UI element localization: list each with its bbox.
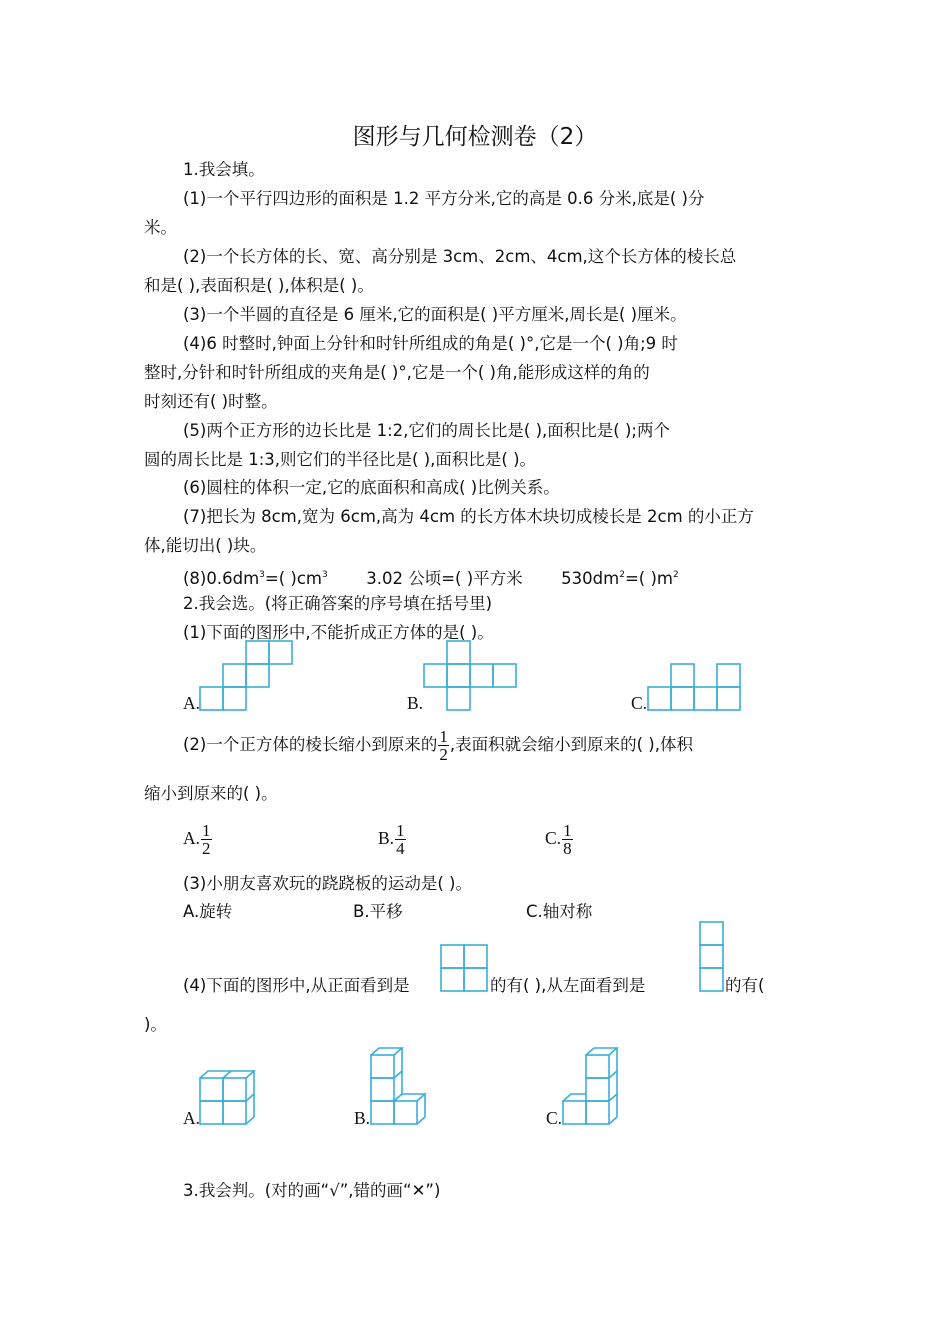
- q2-3-option-c: C.轴对称: [526, 902, 593, 921]
- q2-1-text: (1)下面的图形中,不能折成正方体的是( )。: [183, 623, 494, 642]
- numerator: 1: [439, 727, 448, 746]
- q2-4-option-b: B.: [354, 1108, 371, 1128]
- superscript: 3: [322, 570, 328, 580]
- cube-net-b-figure: [424, 641, 516, 710]
- cube-net-c-figure: [648, 664, 740, 710]
- front-view-2x2-icon: [441, 945, 487, 991]
- q1-8-part3: 3.02 公顷=( )平方米: [366, 569, 523, 588]
- solid-figure-b: [371, 1048, 425, 1124]
- q1-8-part1: (8)0.6dm: [183, 569, 260, 588]
- page-title: 图形与几何检测卷（2）: [352, 124, 598, 150]
- option-fraction: [395, 822, 406, 857]
- q2-2-option-a: [183, 822, 213, 857]
- denominator: 2: [439, 745, 448, 764]
- q2-2-option-c: [545, 822, 574, 857]
- q2-2-line1: [183, 728, 693, 763]
- option-label: A.: [183, 828, 201, 848]
- q2-4-part2: 的有( ),从左面看到是: [490, 976, 646, 995]
- denominator: 4: [396, 839, 405, 858]
- q2-3-text: (3)小朋友喜欢玩的跷跷板的运动是( )。: [183, 874, 472, 893]
- solid-figure-c: [563, 1048, 617, 1124]
- fraction-one-half: [438, 728, 449, 763]
- section3-heading: 3.我会判。(对的画“√”,错的画“✕”): [183, 1181, 441, 1200]
- q2-1-option-b: B.: [407, 693, 424, 713]
- q2-2-line2: 缩小到原来的( )。: [144, 784, 278, 803]
- q1-2-line2: 和是( ),表面积是( ),体积是( )。: [144, 276, 374, 295]
- q2-4-part3: 的有(: [725, 976, 765, 995]
- q2-3-option-a: A.旋转: [183, 902, 233, 921]
- q2-3-option-b: B.平移: [353, 902, 403, 921]
- denominator: 8: [563, 839, 572, 858]
- q2-1-option-c: C.: [631, 693, 648, 713]
- q1-4-line1: (4)6 时整时,钟面上分针和时针所组成的角是( )°,它是一个( )角;9 时: [183, 334, 678, 353]
- q1-2-line1: (2)一个长方体的长、宽、高分别是 3cm、2cm、4cm,这个长方体的棱长总: [183, 247, 737, 266]
- numerator: 1: [563, 821, 572, 840]
- q1-6-line1: (6)圆柱的体积一定,它的底面积和高成( )比例关系。: [183, 478, 560, 497]
- q1-5-line1: (5)两个正方形的边长比是 1:2,它们的周长比是( ),面积比是( );两个: [183, 421, 670, 440]
- q2-4-option-a: A.: [183, 1108, 201, 1128]
- q1-8-part4: 530dm: [561, 569, 620, 588]
- q1-4-line2: 整时,分针和时针所组成的夹角是( )°,它是一个( )角,能形成这样的角的: [144, 363, 650, 382]
- q1-3-line1: (3)一个半圆的直径是 6 厘米,它的面积是( )平方厘米,周长是( )厘米。: [183, 305, 687, 324]
- q1-1-line1: (1)一个平行四边形的面积是 1.2 平方分米,它的高是 0.6 分米,底是( )分: [183, 189, 705, 208]
- option-fraction: [201, 822, 212, 857]
- q1-5-line2: 圆的周长比是 1:3,则它们的半径比是( ),面积比是( )。: [144, 450, 537, 469]
- section2-heading: 2.我会选。(将正确答案的序号填在括号里): [183, 594, 493, 613]
- section1-heading: 1.我会填。: [183, 160, 265, 179]
- q2-4-line2: )。: [144, 1015, 167, 1034]
- q2-4-part1: (4)下面的图形中,从正面看到是: [183, 976, 410, 995]
- q2-2-option-b: [378, 822, 407, 857]
- q1-7-line2: 体,能切出( )块。: [144, 536, 267, 555]
- solid-figure-a: [200, 1071, 254, 1124]
- q1-4-line3: 时刻还有( )时整。: [144, 392, 278, 411]
- superscript: 2: [619, 570, 625, 580]
- q2-1-option-a: A.: [183, 693, 201, 713]
- superscript: 2: [672, 570, 679, 580]
- option-label: B.: [378, 828, 395, 848]
- denominator: 2: [202, 839, 211, 858]
- q1-8-line: [183, 564, 679, 590]
- q2-2-text-b: ,表面积就会缩小到原来的( ),体积: [449, 735, 693, 754]
- q1-1-line2: 米。: [144, 218, 177, 237]
- numerator: 1: [396, 821, 405, 840]
- q1-7-line1: (7)把长为 8cm,宽为 6cm,高为 4cm 的长方体木块切成棱长是 2cm 的小正方: [183, 507, 754, 526]
- superscript: 3: [259, 570, 265, 580]
- q1-8-part5: =( )m: [624, 569, 673, 588]
- option-fraction: [562, 822, 573, 857]
- numerator: 1: [202, 821, 211, 840]
- q2-2-text-a: (2)一个正方体的棱长缩小到原来的: [183, 735, 438, 754]
- option-label: C.: [545, 828, 562, 848]
- q2-4-option-c: C.: [546, 1108, 563, 1128]
- q1-8-part2: =( )cm: [264, 569, 322, 588]
- left-view-column-icon: [700, 922, 723, 991]
